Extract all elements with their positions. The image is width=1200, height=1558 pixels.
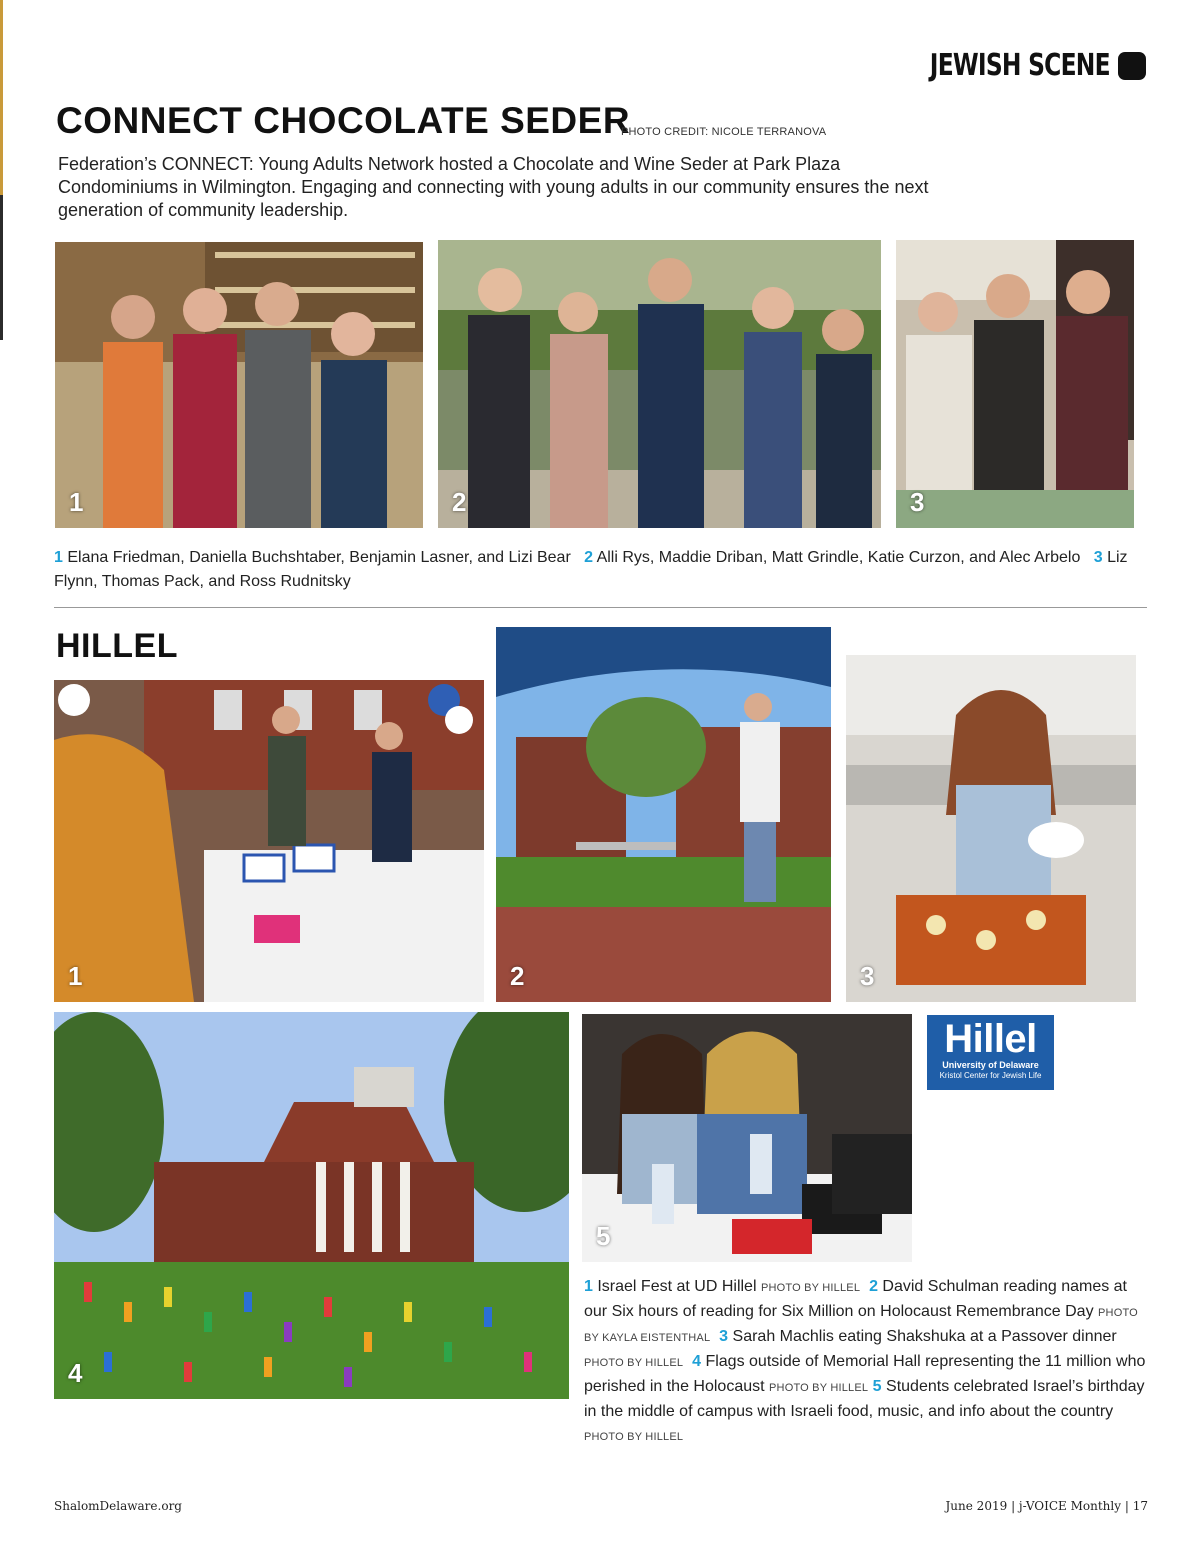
- hillel-title: HILLEL: [56, 627, 178, 665]
- hillel-caption-5-text: Students celebrated Israel’s birthday in the middle of campus with Israeli food, music, and info about the country: [584, 1378, 1145, 1420]
- footer-publication: j-VOICE Monthly: [1018, 1499, 1122, 1513]
- connect-photo-1-image: [55, 242, 423, 528]
- connect-caption-2-text: Alli Rys, Maddie Driban, Matt Grindle, Katie Curzon, and Alec Arbelo: [596, 549, 1081, 566]
- connect-title: CONNECT CHOCOLATE SEDER: [56, 100, 631, 141]
- connect-caption-2-number: 2: [584, 549, 594, 566]
- connect-photo-1-number: 1: [69, 487, 84, 517]
- connect-photo-2-image: [438, 240, 881, 528]
- hillel-caption-1-credit: PHOTO BY HILLEL: [760, 1282, 861, 1294]
- hillel-photo-3: [846, 655, 1136, 1002]
- footer-page-number: 17: [1132, 1499, 1148, 1513]
- hillel-photo-4-number: 4: [68, 1358, 83, 1388]
- hillel-photo-2-image: [496, 627, 831, 1002]
- connect-intro: Federation’s CONNECT: Young Adults Network hosted a Chocolate and Wine Seder at Park Plaza Condominiums in Wilmington. Engaging and connecting with young adults in our community ensures the next generation of community leadership.: [58, 154, 929, 220]
- hillel-photo-2-number: 2: [510, 961, 525, 991]
- hillel-caption-2-credit: PHOTO BY KAYLA EISTENTHAL: [584, 1307, 1138, 1344]
- hillel-captions: [584, 1275, 1146, 1449]
- connect-captions: [54, 546, 1144, 594]
- connect-photo-2-number: 2: [452, 487, 467, 517]
- hillel-caption-3-text: Sarah Machlis eating Shakshuka at a Passover dinner: [732, 1328, 1117, 1345]
- hillel-logo: [927, 1015, 1054, 1090]
- hillel-photo-4: [54, 1012, 569, 1399]
- hillel-caption-2-text: David Schulman reading names at our Six hours of reading for Six Million on Holocaust Remembrance Day: [584, 1278, 1127, 1320]
- hillel-photo-1: [54, 680, 484, 1002]
- connect-photo-2: [438, 240, 881, 528]
- hillel-photo-1-image: [54, 680, 484, 1002]
- hillel-caption-4-credit: PHOTO BY HILLEL: [769, 1382, 869, 1394]
- connect-caption-3-number: 3: [1093, 549, 1103, 566]
- hillel-caption-1-number: 1: [584, 1278, 593, 1295]
- connect-photo-1: [55, 242, 423, 528]
- section-tag-label: JEWISH SCENE: [929, 48, 1110, 83]
- footer-separator-2: |: [1124, 1499, 1133, 1513]
- hillel-photo-5: [582, 1014, 912, 1262]
- hillel-logo-wordmark: Hillel: [944, 1017, 1037, 1061]
- footer-website: ShalomDelaware.org: [54, 1499, 182, 1513]
- hillel-photo-1-number: 1: [68, 961, 83, 991]
- hillel-caption-5-credit: PHOTO BY HILLEL: [584, 1431, 684, 1443]
- connect-caption-1-text: Elana Friedman, Daniella Buchshtaber, Benjamin Lasner, and Lizi Bear: [67, 549, 571, 566]
- section-tag: [879, 48, 1146, 83]
- hillel-caption-5-number: 5: [872, 1378, 882, 1395]
- hillel-photo-5-image: [582, 1014, 912, 1262]
- hillel-caption-1-text: Israel Fest at UD Hillel: [597, 1278, 757, 1295]
- hillel-logo-center: Kristol Center for Jewish Life: [939, 1071, 1042, 1080]
- hillel-photo-3-image: [846, 655, 1136, 1002]
- connect-photo-3-image: [896, 240, 1134, 528]
- section-tag-square-icon: [1118, 52, 1146, 80]
- connect-photo-credit: PHOTO CREDIT: NICOLE TERRANOVA: [621, 126, 827, 138]
- connect-caption-3-text: Liz Flynn, Thomas Pack, and Ross Rudnitsky: [54, 549, 1128, 590]
- hillel-caption-3-number: 3: [719, 1328, 729, 1345]
- hillel-photo-5-number: 5: [596, 1221, 611, 1251]
- section-divider: [54, 607, 1147, 608]
- footer-separator-1: |: [1011, 1499, 1019, 1513]
- hillel-caption-3-credit: PHOTO BY HILLEL: [584, 1357, 684, 1369]
- hillel-caption-4-text: Flags outside of Memorial Hall representing the 11 million who perished in the Holocaust: [584, 1353, 1146, 1395]
- hillel-logo-university: University of Delaware: [942, 1060, 1039, 1070]
- connect-photo-3: [896, 240, 1134, 528]
- hillel-caption-2-number: 2: [869, 1278, 878, 1295]
- connect-photo-3-number: 3: [910, 487, 925, 517]
- hillel-photo-3-number: 3: [860, 961, 875, 991]
- hillel-photo-4-image: [54, 1012, 569, 1399]
- hillel-photo-2: [496, 627, 831, 1002]
- footer-info: [946, 1499, 1149, 1513]
- footer-date: June 2019: [945, 1499, 1008, 1513]
- left-edge-accent: [0, 0, 3, 195]
- connect-caption-1-number: 1: [54, 549, 63, 566]
- hillel-caption-4-number: 4: [692, 1353, 701, 1370]
